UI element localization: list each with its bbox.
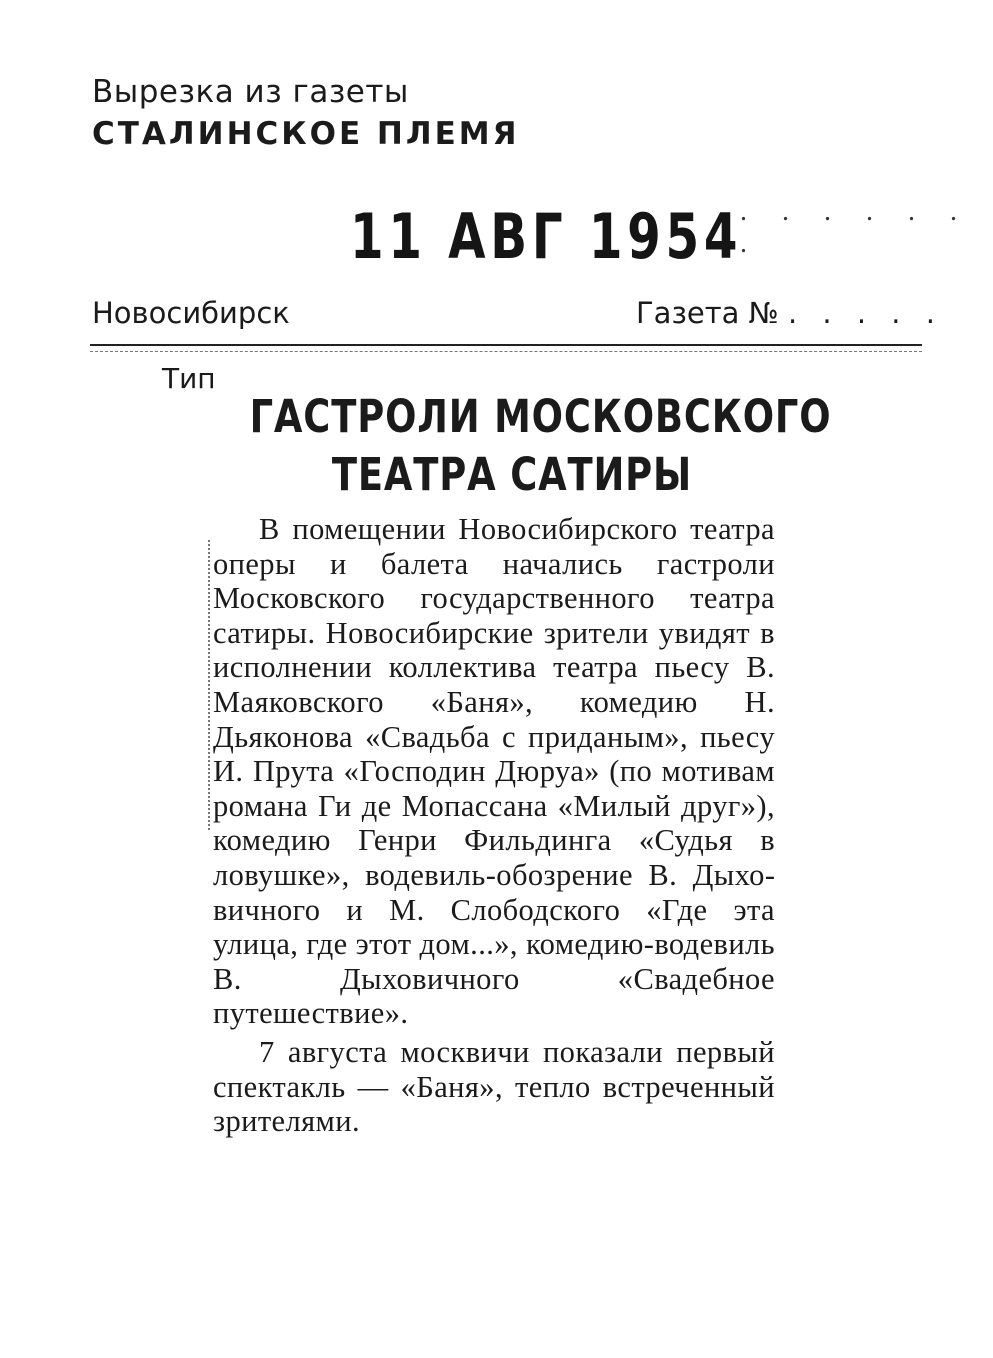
article-body <box>213 512 775 1139</box>
article-paragraph-1: В помещении Новосибирского театра оперы и балета начались гастроли Московского государственного театра сатиры. Новосибирские зрители увидят в исполнении коллектива театра пьесу В. Маяковского «Баня», комедию Н. Дьяконова «Свадьба с приданым», пьесу И. Прута «Господин Дюруа» (по мотивам романа Ги де Мопассана «Милый друг»), комедию Генри Фильдинга «Судья в ловушке», водевиль-обозрение В. Дыховичного и М. Слободского «Где эта улица, где этот дом...», комедию-водевиль В. Дыховичного «Свадебное путешествие». <box>213 512 775 1031</box>
headline-line-1: ГАСТРОЛИ МОСКОВСКОГО <box>249 390 832 443</box>
gazeta-number <box>636 296 943 330</box>
newspaper-name: СТАЛИНСКОЕ ПЛЕМЯ <box>92 116 520 152</box>
gazeta-dots: . . . . . <box>787 296 943 330</box>
stamp-dots: . . . . . . . <box>740 196 971 259</box>
article-paragraph-2: 7 августа москвичи показали первый спектакль — «Баня», тепло встреченный зрителями. <box>213 1034 775 1139</box>
header-divider <box>90 344 922 346</box>
clipping-label: Вырезка из газеты <box>92 74 409 110</box>
header-divider-dashed <box>90 351 922 352</box>
date-stamp: 11 АВГ 1954 <box>350 200 743 273</box>
article-headline <box>192 388 832 504</box>
clipping-edge-mark <box>208 540 210 830</box>
tip-label: Тип <box>162 362 216 395</box>
gazeta-label: Газета № <box>636 296 779 330</box>
clipping-header <box>92 72 520 156</box>
headline-line-2: ТЕАТРА САТИРЫ <box>331 448 693 501</box>
city-label: Новосибирск <box>92 296 290 330</box>
